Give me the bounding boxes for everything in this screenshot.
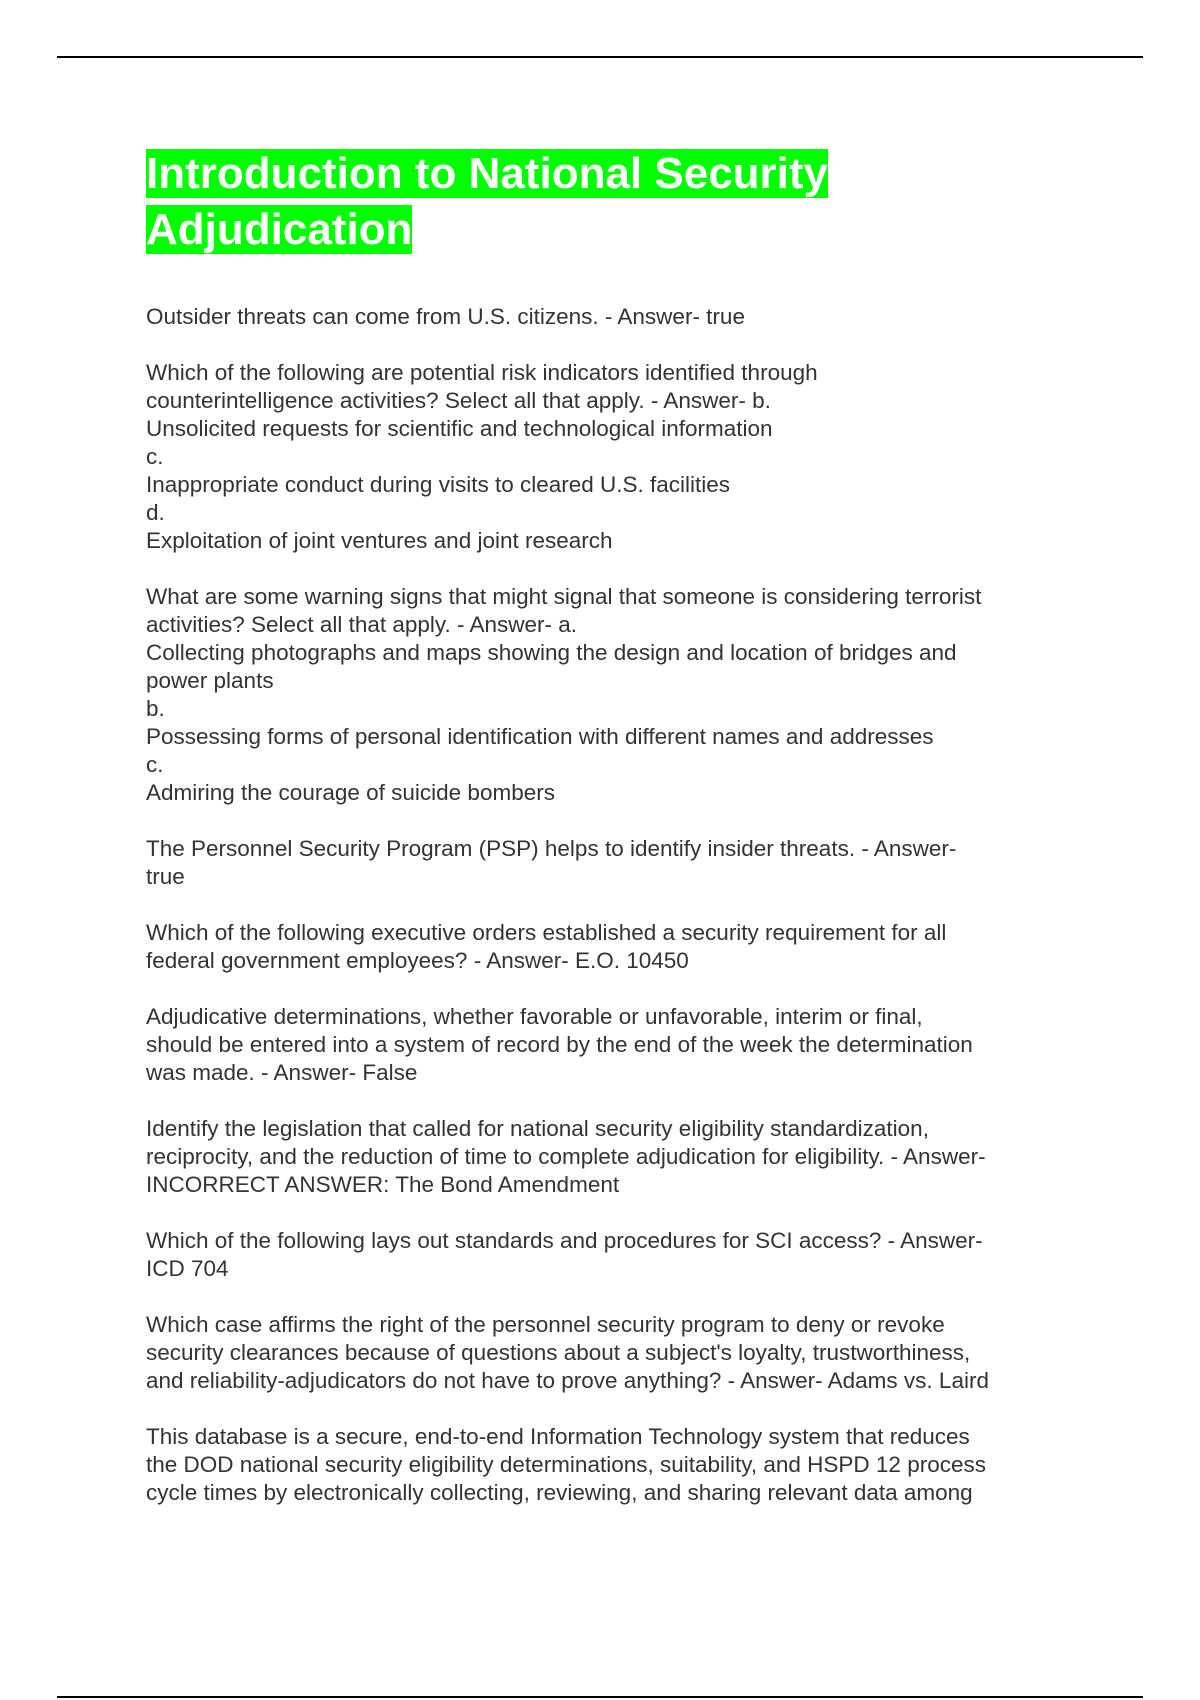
document-title-text: Introduction to National Security Adjudication	[146, 149, 829, 254]
qa-item: What are some warning signs that might signal that someone is considering terrorist activities? Select all that apply. - Answer- a. Collecting photographs and maps showing the design and location of bridges and power plants b. Possessing forms of personal identification with different names and addresses c. Admiring the courage of suicide bombers	[146, 584, 982, 805]
qa-item: Outsider threats can come from U.S. citizens. - Answer- true	[146, 304, 745, 329]
document-page	[146, 146, 1066, 1535]
question-answer-list	[146, 303, 1066, 1507]
qa-item: The Personnel Security Program (PSP) helps to identify insider threats. - Answer- true	[146, 836, 957, 889]
qa-item: Which of the following executive orders established a security requirement for all federal government employees? - Answer- E.O. 10450	[146, 920, 947, 973]
bottom-rule	[57, 1696, 1143, 1698]
document-title	[146, 146, 1066, 258]
qa-item: Which of the following lays out standards and procedures for SCI access? - Answer- ICD 704	[146, 1228, 983, 1281]
qa-item: Identify the legislation that called for national security eligibility standardization, reciprocity, and the reduction of time to complete adjudication for eligibility. - Answer- INCORRECT ANSWER: The Bond Amendment	[146, 1116, 986, 1197]
qa-item: Adjudicative determinations, whether favorable or unfavorable, interim or final, should be entered into a system of record by the end of the week the determination was made. - Answer- False	[146, 1004, 973, 1085]
qa-item: This database is a secure, end-to-end Information Technology system that reduces the DOD national security eligibility determinations, suitability, and HSPD 12 process cycle times by electronically collecting, reviewing, and sharing relevant data among	[146, 1424, 986, 1505]
qa-item: Which of the following are potential risk indicators identified through counterintelligence activities? Select all that apply. - Answer- b. Unsolicited requests for scientific and technological information c. Inappropriate conduct during visits to cleared U.S. facilities d. Exploitation of joint ventures and joint research	[146, 360, 818, 553]
qa-item: Which case affirms the right of the personnel security program to deny or revoke security clearances because of questions about a subject's loyalty, trustworthiness, and reliability-adjudicators do not have to prove anything? - Answer- Adams vs. Laird	[146, 1312, 989, 1393]
top-rule	[57, 56, 1143, 58]
